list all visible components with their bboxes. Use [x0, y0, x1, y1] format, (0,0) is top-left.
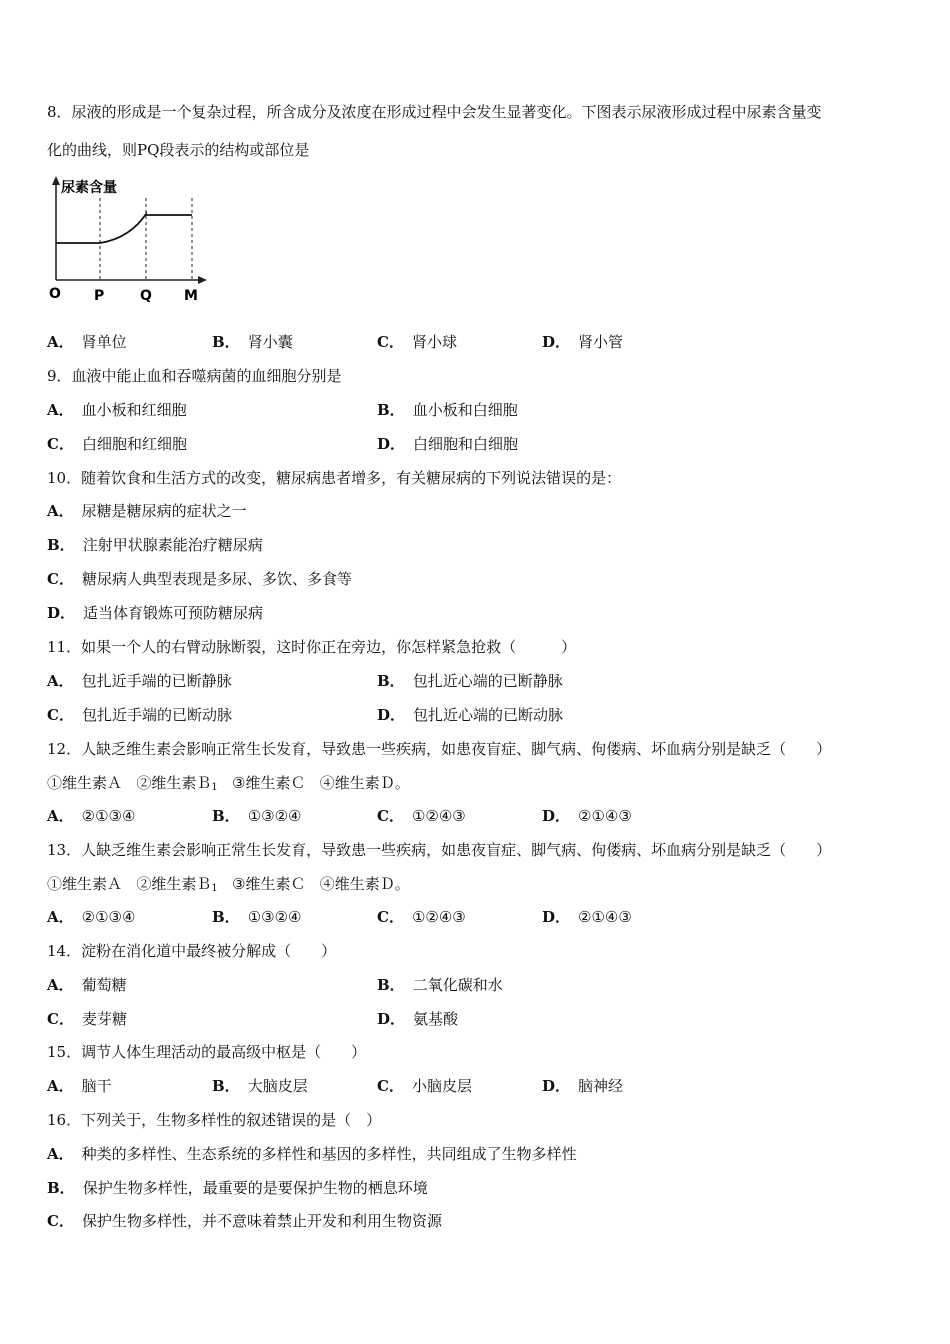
q16-option-b[interactable]: B． 保护生物多样性，最重要的是要保护生物的栖息环境 — [47, 1179, 428, 1197]
q10-stem: 10．随着饮食和生活方式的改变，糖尿病患者增多，有关糖尿病的下列说法错误的是： — [47, 469, 622, 487]
origin-label: O — [49, 286, 61, 302]
q14-option-a[interactable]: A． 葡萄糖 — [47, 976, 127, 994]
q16-option-c[interactable]: C． 保护生物多样性，并不意味着禁止开发和利用生物资源 — [47, 1212, 442, 1230]
q10-option-a[interactable]: A． 尿糖是糖尿病的症状之一 — [47, 502, 247, 520]
q13-vitamin-list: ①维生素Ａ ②维生素Ｂ$_1$ ③维生素Ｃ ④维生素Ｄ。 — [47, 875, 410, 894]
q15-option-d[interactable]: D． 脑神经 — [542, 1077, 624, 1095]
q13-option-d[interactable]: D． ②①④③ — [542, 908, 632, 926]
q13-option-a[interactable]: A． ②①③④ — [47, 908, 136, 926]
q12-vitamin-list: ①维生素Ａ ②维生素Ｂ$_1$ ③维生素Ｃ ④维生素Ｄ。 — [47, 774, 410, 793]
q9-option-a[interactable]: A． 血小板和红细胞 — [47, 401, 187, 419]
q15-stem: 15．调节人体生理活动的最高级中枢是（ ） — [47, 1043, 367, 1061]
q9-option-d[interactable]: D． 白细胞和白细胞 — [377, 435, 519, 453]
q11-option-a[interactable]: A． 包扎近手端的已断静脉 — [47, 672, 232, 690]
q16-stem: 16．下列关于，生物多样性的叙述错误的是（ ） — [47, 1111, 382, 1129]
urea-content-graph — [40, 172, 220, 312]
q9-option-b[interactable]: B． 血小板和白细胞 — [377, 401, 518, 419]
q8-stem-line1: 8．尿液的形成是一个复杂过程，所含成分及浓度在形成过程中会发生显著变化。下图表示尿液形成过程中尿素含量变 — [47, 103, 822, 121]
q14-option-c[interactable]: C． 麦芽糖 — [47, 1010, 127, 1028]
q11-stem: 11．如果一个人的右臂动脉断裂，这时你正在旁边，你怎样紧急抢救（ ） — [47, 638, 577, 656]
q16-option-a[interactable]: A． 种类的多样性、生态系统的多样性和基因的多样性，共同组成了生物多样性 — [47, 1145, 577, 1163]
q14-stem: 14．淀粉在消化道中最终被分解成（ ） — [47, 942, 337, 960]
q14-option-d[interactable]: D． 氨基酸 — [377, 1010, 459, 1028]
q15-option-a[interactable]: A． 脑干 — [47, 1077, 112, 1095]
y-axis-arrow — [52, 176, 60, 185]
q8-option-c[interactable]: C． 肾小球 — [377, 333, 457, 351]
q15-option-c[interactable]: C． 小脑皮层 — [377, 1077, 472, 1095]
q14-option-b[interactable]: B． 二氧化碳和水 — [377, 976, 503, 994]
q13-stem: 13．人缺乏维生素会影响正常生长发育，导致患一些疾病，如患夜盲症、脚气病、佝偻病、坏血病分别是缺乏（ ） — [47, 841, 832, 859]
q11-option-c[interactable]: C． 包扎近手端的已断动脉 — [47, 706, 232, 724]
q13-option-c[interactable]: C． ①②④③ — [377, 908, 466, 926]
tick-m: M — [184, 288, 198, 304]
x-axis-arrow — [198, 276, 207, 284]
q12-stem: 12．人缺乏维生素会影响正常生长发育，导致患一些疾病，如患夜盲症、脚气病、佝偻病、坏血病分别是缺乏（ ） — [47, 740, 832, 758]
q8-option-b[interactable]: B． 肾小囊 — [212, 333, 293, 351]
q9-option-c[interactable]: C． 白细胞和红细胞 — [47, 435, 187, 453]
y-axis-label: 尿素含量 — [61, 180, 117, 196]
q11-option-d[interactable]: D． 包扎近心端的已断动脉 — [377, 706, 564, 724]
q9-stem: 9．血液中能止血和吞噬病菌的血细胞分别是 — [47, 367, 342, 385]
q12-option-a[interactable]: A． ②①③④ — [47, 807, 136, 825]
q15-option-b[interactable]: B． 大脑皮层 — [212, 1077, 308, 1095]
tick-p: P — [94, 288, 105, 304]
q13-option-b[interactable]: B． ①③②④ — [212, 908, 302, 926]
urea-curve — [56, 214, 192, 243]
q10-option-b[interactable]: B． 注射甲状腺素能治疗糖尿病 — [47, 536, 263, 554]
q12-option-c[interactable]: C． ①②④③ — [377, 807, 466, 825]
q10-option-c[interactable]: C． 糖尿病人典型表现是多尿、多饮、多食等 — [47, 570, 352, 588]
tick-q: Q — [140, 288, 152, 304]
q12-option-b[interactable]: B． ①③②④ — [212, 807, 302, 825]
q11-option-b[interactable]: B． 包扎近心端的已断静脉 — [377, 672, 563, 690]
q8-option-d[interactable]: D． 肾小管 — [542, 333, 624, 351]
q12-option-d[interactable]: D． ②①④③ — [542, 807, 632, 825]
q10-option-d[interactable]: D． 适当体育锻炼可预防糖尿病 — [47, 604, 264, 622]
q8-stem-line2: 化的曲线，则PQ段表示的结构或部位是 — [47, 141, 310, 159]
q8-option-a[interactable]: A． 肾单位 — [47, 333, 127, 351]
